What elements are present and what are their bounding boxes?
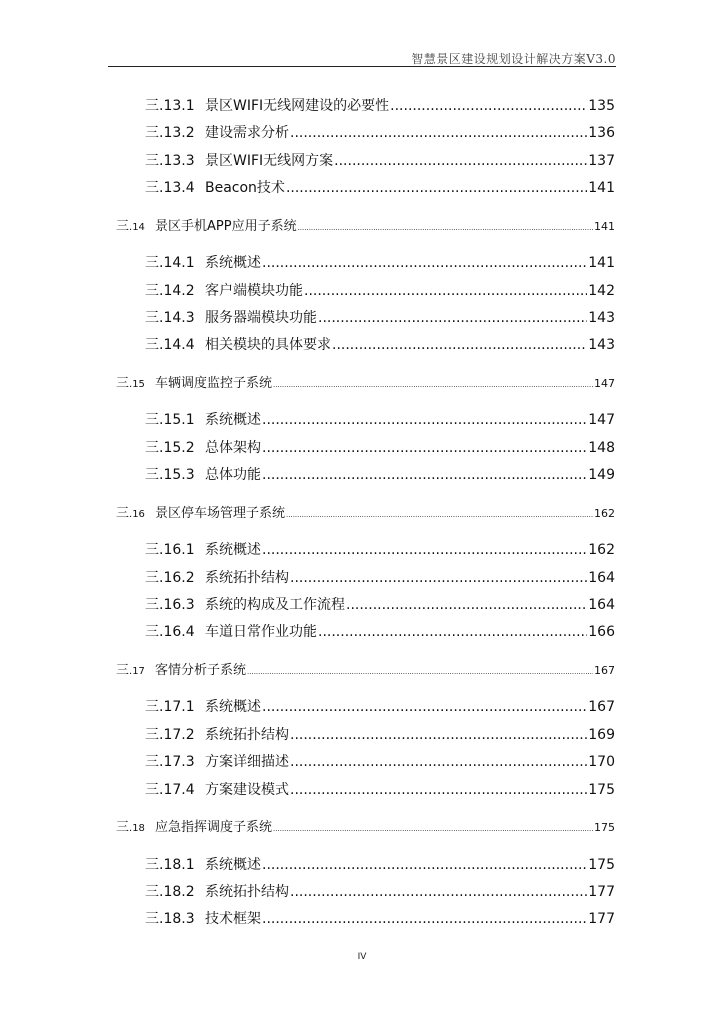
toc-entry-number-suffix: .17 <box>129 665 145 677</box>
toc-subsection-entry[interactable] <box>145 307 615 327</box>
toc-entry-title: 系统拓扑结构 <box>205 569 289 586</box>
toc-subsection-entry[interactable] <box>145 567 615 587</box>
toc-entry-page-number: 142 <box>588 282 615 299</box>
toc-entry-page-number: 147 <box>594 376 615 390</box>
toc-subsection-entry[interactable] <box>145 122 615 142</box>
toc-entry-title: 系统概述 <box>205 856 261 873</box>
toc-entry-page-number: 164 <box>588 597 615 613</box>
toc-entry-number: 三.16.2 <box>145 569 195 586</box>
toc-entry-number: 三.16.4 <box>145 624 195 641</box>
toc-dot-leader <box>332 337 587 353</box>
toc-subsection-entry[interactable] <box>145 881 615 901</box>
toc-entry-title: Beacon技术 <box>205 180 285 197</box>
toc-entry-page-number: 175 <box>588 781 615 798</box>
toc-subsection-entry[interactable] <box>145 95 615 115</box>
toc-entry-number-suffix: .18 <box>129 823 145 835</box>
toc-entry-page-number: 177 <box>588 911 615 928</box>
toc-entry-number: 三.14.3 <box>145 310 195 326</box>
toc-dot-leader <box>262 412 587 428</box>
toc-subsection-entry[interactable] <box>145 464 615 484</box>
toc-entry-page-number: 175 <box>588 856 615 873</box>
toc-subsection-entry[interactable] <box>145 409 615 429</box>
toc-entry-page-number: 141 <box>588 180 615 197</box>
toc-subsection-entry[interactable] <box>145 252 615 272</box>
toc-dot-leader <box>290 782 587 798</box>
toc-dot-leader <box>390 98 587 114</box>
toc-section-entry[interactable] <box>116 215 615 234</box>
toc-entry-number: 三.16.1 <box>145 542 195 559</box>
toc-entry-number <box>116 816 155 835</box>
toc-entry-title: 系统的构成及工作流程 <box>205 597 345 613</box>
toc-entry-title: 系统概述 <box>205 412 261 429</box>
toc-dot-leader <box>286 511 593 519</box>
toc-entry-number-main: 三 <box>116 820 130 836</box>
toc-entry-title: 系统拓扑结构 <box>205 884 289 900</box>
toc-entry-title: 总体架构 <box>205 439 261 456</box>
toc-subsection-entry[interactable] <box>145 594 615 614</box>
toc-subsection-entry[interactable] <box>145 854 615 874</box>
toc-entry-number: 三.17.2 <box>145 726 195 743</box>
toc-dot-leader <box>346 597 587 613</box>
toc-dot-leader <box>262 857 587 873</box>
toc-entry-page-number: 167 <box>588 699 615 716</box>
toc-entry-page-number: 167 <box>594 663 615 677</box>
toc-entry-title: 客情分析子系统 <box>155 662 247 678</box>
toc-entry-title: 景区WIFI无线网方案 <box>205 152 334 169</box>
toc-subsection-entry[interactable] <box>145 908 615 928</box>
toc-dot-leader <box>334 153 587 169</box>
toc-entry-number: 三.13.1 <box>145 98 195 114</box>
toc-entry-number: 三.15.1 <box>145 412 195 429</box>
toc-entry-number-suffix: .14 <box>129 221 145 233</box>
toc-entry-page-number: 162 <box>588 542 615 559</box>
toc-entry-page-number: 136 <box>588 125 615 142</box>
toc-entry-number-main: 三 <box>116 505 130 521</box>
toc-entry-title: 方案详细描述 <box>205 754 289 771</box>
toc-entry-number-suffix: .16 <box>129 508 145 520</box>
toc-entry-number: 三.13.3 <box>145 152 195 169</box>
toc-dot-leader <box>290 754 587 770</box>
toc-dot-leader <box>290 884 587 900</box>
toc-section-entry[interactable] <box>116 372 615 391</box>
toc-entry-number: 三.16.3 <box>145 597 195 613</box>
toc-dot-leader <box>304 283 587 299</box>
toc-entry-number: 三.15.3 <box>145 467 195 484</box>
toc-entry-title: 客户端模块功能 <box>205 282 303 299</box>
toc-entry-title: 系统概述 <box>205 255 261 272</box>
toc-section-entry[interactable] <box>116 816 615 835</box>
toc-dot-leader <box>262 440 587 456</box>
toc-entry-page-number: 141 <box>588 255 615 272</box>
toc-entry-page-number: 164 <box>588 569 615 586</box>
toc-entry-number: 三.18.2 <box>145 884 195 900</box>
toc-section-entry[interactable] <box>116 659 615 678</box>
toc-entry-page-number: 143 <box>588 310 615 326</box>
toc-entry-number-suffix: .15 <box>129 378 145 390</box>
toc-entry-number: 三.14.4 <box>145 337 195 354</box>
page-header: 智慧景区建设规划设计解决方案V3.0 <box>411 52 616 66</box>
toc-dot-leader <box>290 727 587 743</box>
toc-dot-leader <box>318 310 587 326</box>
toc-entry-page-number: 137 <box>588 152 615 169</box>
toc-entry-number: 三.15.2 <box>145 439 195 456</box>
toc-entry-number: 三.14.1 <box>145 255 195 272</box>
toc-entry-page-number: 169 <box>588 726 615 743</box>
toc-entry-title: 景区停车场管理子系统 <box>155 505 286 521</box>
toc-entry-number: 三.18.1 <box>145 856 195 873</box>
toc-entry-page-number: 177 <box>588 884 615 900</box>
toc-entry-number <box>116 215 155 234</box>
toc-dot-leader <box>318 624 587 640</box>
toc-section-entry[interactable] <box>116 502 615 521</box>
toc-entry-page-number: 162 <box>594 506 615 520</box>
toc-entry-page-number: 147 <box>588 412 615 429</box>
toc-entry-title: 方案建设模式 <box>205 781 289 798</box>
toc-entry-number <box>116 502 155 521</box>
toc-entry-number: 三.17.3 <box>145 754 195 771</box>
toc-entry-number: 三.13.2 <box>145 125 195 142</box>
toc-subsection-entry[interactable] <box>145 150 615 170</box>
toc-entry-title: 景区WIFI无线网建设的必要性 <box>205 98 390 114</box>
toc-entry-page-number: 135 <box>588 98 615 114</box>
toc-dot-leader <box>290 570 587 586</box>
toc-subsection-entry[interactable] <box>145 621 615 641</box>
toc-subsection-entry[interactable] <box>145 696 615 716</box>
toc-dot-leader <box>262 255 587 271</box>
toc-entry-page-number: 141 <box>594 219 615 233</box>
toc-entry-page-number: 175 <box>594 821 615 835</box>
toc-entry-title: 相关模块的具体要求 <box>205 337 331 354</box>
toc-entry-title: 系统概述 <box>205 699 261 716</box>
toc-dot-leader <box>286 180 587 196</box>
toc-subsection-entry[interactable] <box>145 779 615 799</box>
toc-entry-title: 系统拓扑结构 <box>205 726 289 743</box>
toc-dot-leader <box>298 224 593 232</box>
toc-dot-leader <box>262 467 587 483</box>
toc-dot-leader <box>290 125 587 141</box>
toc-entry-number-main: 三 <box>116 375 130 391</box>
toc-dot-leader <box>262 542 587 558</box>
toc-entry-number <box>116 372 155 391</box>
toc-entry-number <box>116 659 155 678</box>
toc-subsection-entry[interactable] <box>145 437 615 457</box>
page-number: IV <box>357 952 367 962</box>
toc-dot-leader <box>262 699 587 715</box>
toc-entry-title: 车辆调度监控子系统 <box>155 375 273 391</box>
toc-dot-leader <box>262 911 587 927</box>
toc-entry-title: 应急指挥调度子系统 <box>155 820 273 836</box>
toc-subsection-entry[interactable] <box>145 751 615 771</box>
toc-subsection-entry[interactable] <box>145 177 615 197</box>
toc-entry-title: 系统概述 <box>205 542 261 559</box>
toc-entry-page-number: 170 <box>588 754 615 771</box>
toc-entry-number: 三.14.2 <box>145 282 195 299</box>
toc-subsection-entry[interactable] <box>145 334 615 354</box>
toc-entry-title: 景区手机APP应用子系统 <box>155 218 297 234</box>
toc-dot-leader <box>273 825 593 833</box>
toc-entry-title: 总体功能 <box>205 467 261 484</box>
toc-dot-leader <box>247 668 593 676</box>
toc-subsection-entry[interactable] <box>145 280 615 300</box>
toc-entry-page-number: 149 <box>588 467 615 484</box>
toc-entry-number-main: 三 <box>116 662 130 678</box>
toc-entry-title: 技术框架 <box>205 911 261 928</box>
toc-entry-page-number: 148 <box>588 439 615 456</box>
toc-entry-page-number: 143 <box>588 337 615 354</box>
toc-entry-title: 服务器端模块功能 <box>205 310 317 326</box>
toc-entry-number: 三.17.1 <box>145 699 195 716</box>
toc-entry-number-main: 三 <box>116 218 130 234</box>
toc-entry-number: 三.17.4 <box>145 781 195 798</box>
toc-subsection-entry[interactable] <box>145 724 615 744</box>
toc-dot-leader <box>273 381 593 389</box>
toc-entry-number: 三.18.3 <box>145 911 195 928</box>
toc-subsection-entry[interactable] <box>145 539 615 559</box>
toc-entry-page-number: 166 <box>588 624 615 641</box>
toc-entry-number: 三.13.4 <box>145 180 195 197</box>
toc-entry-title: 车道日常作业功能 <box>205 624 317 641</box>
toc-entry-title: 建设需求分析 <box>205 125 289 142</box>
